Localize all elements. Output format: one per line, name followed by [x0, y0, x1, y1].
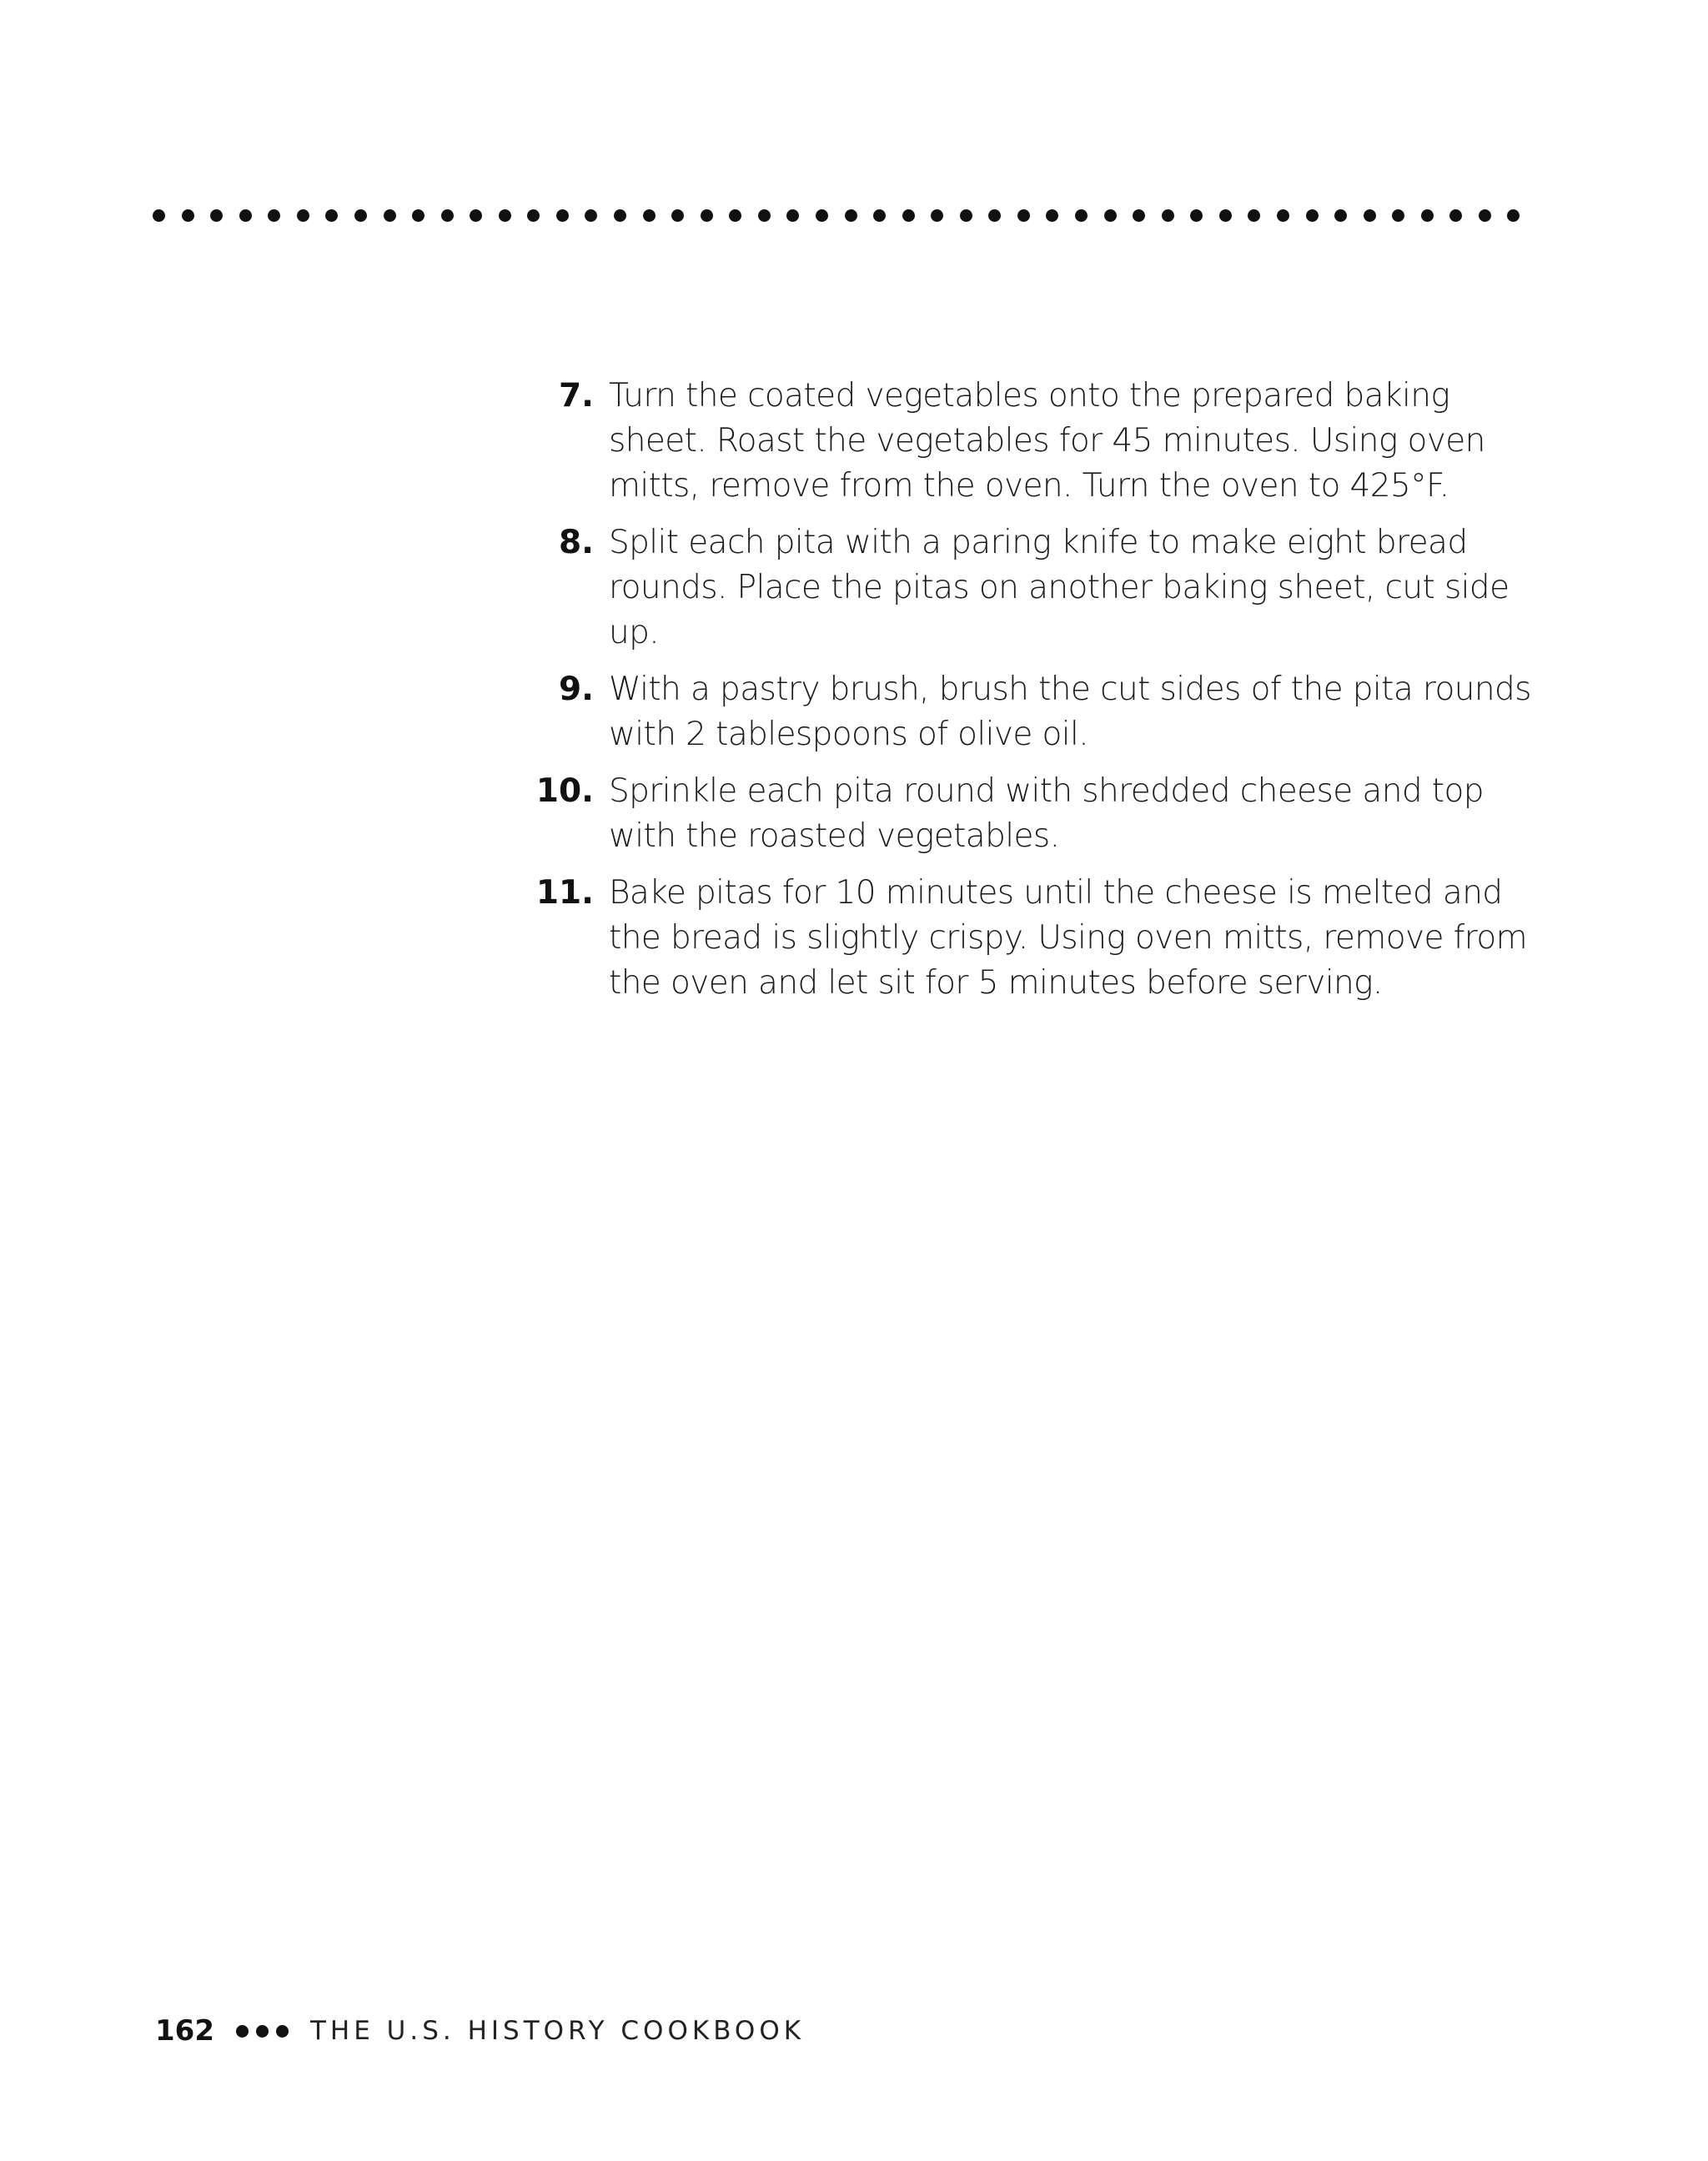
dot-icon	[1046, 209, 1058, 222]
step-number: 10.	[535, 772, 594, 810]
dot-icon	[239, 209, 252, 222]
dot-icon	[556, 209, 569, 222]
step-number: 11.	[535, 874, 594, 912]
step-text: Turn the coated vegetables onto the prepared baking sheet. Roast the vegetables for 45 minutes. Using oven mitts, remove from the oven. Turn the oven to 425°F.	[609, 377, 1485, 505]
dot-icon	[729, 209, 741, 222]
recipe-step-11	[534, 871, 1535, 1006]
dot-icon	[153, 209, 165, 222]
dot-icon	[1162, 209, 1174, 222]
dot-icon	[1449, 209, 1462, 222]
dot-icon	[268, 209, 280, 222]
step-number: 9.	[559, 671, 594, 708]
dot-icon	[325, 209, 338, 222]
step-text: Bake pitas for 10 minutes until the cheese is melted and the bread is slightly crispy. Using oven mitts, remove from the oven and let sit for 5 minutes before serving.	[609, 874, 1527, 1002]
book-title: THE U.S. HISTORY COOKBOOK	[309, 2016, 806, 2046]
dot-icon	[758, 209, 771, 222]
dot-icon	[441, 209, 454, 222]
dot-icon	[1421, 209, 1434, 222]
dotted-divider	[153, 204, 1520, 226]
dot-icon	[902, 209, 915, 222]
dot-icon	[1104, 209, 1117, 222]
dot-icon	[585, 209, 597, 222]
dot-icon	[236, 2025, 249, 2038]
dot-icon	[816, 209, 828, 222]
dot-icon	[354, 209, 367, 222]
dot-icon	[845, 209, 857, 222]
dot-icon	[786, 209, 799, 222]
dot-icon	[873, 209, 886, 222]
dot-icon	[1277, 209, 1289, 222]
dot-icon	[1133, 209, 1145, 222]
page-footer	[155, 2010, 805, 2052]
dot-icon	[470, 209, 482, 222]
dot-icon	[1392, 209, 1404, 222]
dot-icon	[1017, 209, 1030, 222]
dot-icon	[1190, 209, 1203, 222]
dot-icon	[210, 209, 223, 222]
dot-icon	[1248, 209, 1260, 222]
dot-icon	[276, 2025, 289, 2038]
dot-icon	[614, 209, 626, 222]
step-text: Sprinkle each pita round with shredded cheese and top with the roasted vegetables.	[609, 772, 1484, 855]
dot-icon	[988, 209, 1001, 222]
dot-icon	[960, 209, 972, 222]
dot-icon	[643, 209, 656, 222]
footer-dots	[236, 2025, 289, 2038]
dot-icon	[527, 209, 540, 222]
dot-icon	[1507, 209, 1520, 222]
dot-icon	[256, 2025, 269, 2038]
step-text: With a pastry brush, brush the cut sides of the pita rounds with 2 tablespoons of olive oil.	[609, 671, 1531, 753]
step-number: 8.	[559, 524, 594, 561]
dot-icon	[1334, 209, 1347, 222]
dot-icon	[701, 209, 713, 222]
dot-icon	[1479, 209, 1491, 222]
dot-icon	[1306, 209, 1319, 222]
dot-icon	[182, 209, 194, 222]
dot-icon	[297, 209, 309, 222]
dot-icon	[384, 209, 396, 222]
dot-icon	[499, 209, 511, 222]
dot-icon	[1075, 209, 1088, 222]
step-text: Split each pita with a paring knife to make eight bread rounds. Place the pitas on another baking sheet, cut side up.	[609, 524, 1510, 651]
recipe-step-10	[534, 769, 1535, 859]
recipe-step-8	[534, 520, 1535, 656]
dot-icon	[1364, 209, 1376, 222]
dot-icon	[671, 209, 684, 222]
step-number: 7.	[559, 377, 594, 415]
dot-icon	[412, 209, 424, 222]
recipe-step-7	[534, 374, 1535, 509]
recipe-step-9	[534, 667, 1535, 757]
page-number: 162	[155, 2014, 214, 2048]
dot-icon	[931, 209, 943, 222]
dot-icon	[1219, 209, 1232, 222]
recipe-steps-list	[534, 374, 1535, 1018]
